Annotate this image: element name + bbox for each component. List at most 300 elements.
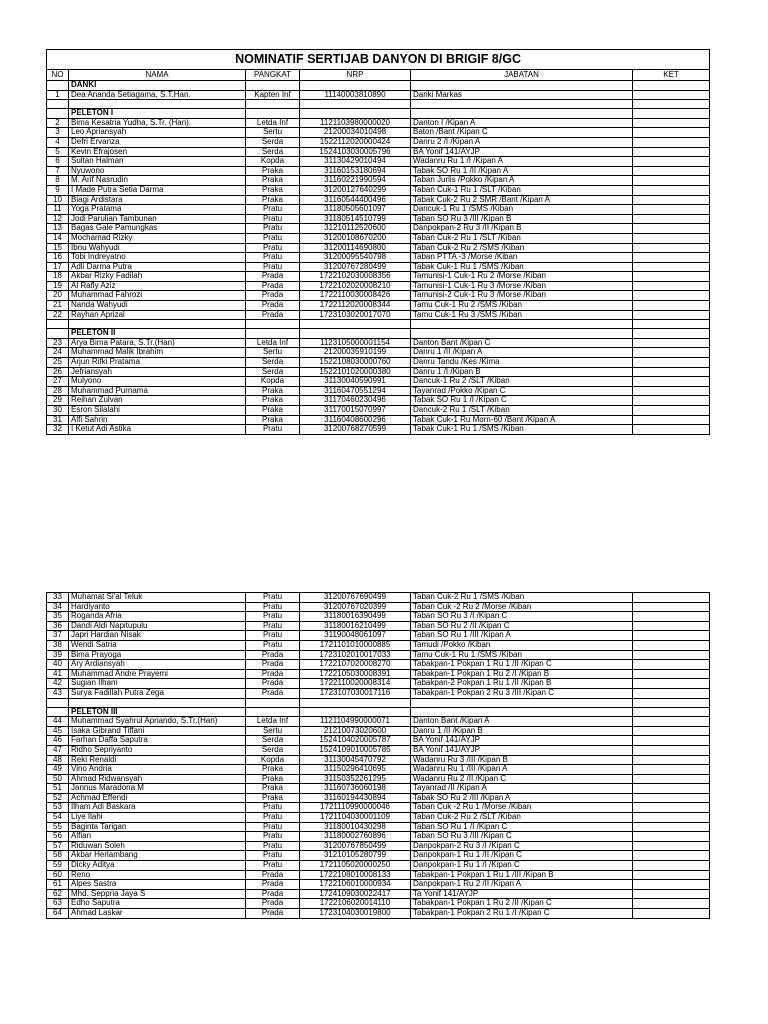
cell-ket [633, 679, 710, 689]
cell-jabatan: BA Yonif 141/AYJP [411, 745, 633, 755]
cell-nama: Sultan Halman [69, 157, 246, 167]
cell-no: 58 [47, 851, 69, 861]
cell-jabatan: Danru Tandu /Kes /Kima [411, 358, 633, 368]
cell-ket [633, 291, 710, 301]
cell-jabatan: Taban Jurlis /Pokko /Kipan A [411, 176, 633, 186]
cell-pangkat: Pratu [246, 813, 300, 823]
empty-cell [47, 81, 69, 91]
cell-nama: Jannus Maradona M [69, 784, 246, 794]
cell-pangkat: Praka [246, 195, 300, 205]
cell-jabatan: Dancuk-1 Ru 1 /SMS /Kiban [411, 205, 633, 215]
cell-pangkat: Serda [246, 745, 300, 755]
section-row [47, 109, 710, 119]
cell-jabatan: Taban SO Ru 1 /I /Kipan C [411, 822, 633, 832]
empty-cell [246, 698, 300, 707]
cell-pangkat: Prada [246, 660, 300, 670]
table-row [47, 621, 710, 631]
cell-jabatan: Danru 1 /II /Kipan B [411, 726, 633, 736]
cell-pangkat: Serda [246, 367, 300, 377]
cell-pangkat: Serda [246, 358, 300, 368]
table-row [47, 774, 710, 784]
cell-nrp: 31180002760896 [300, 832, 411, 842]
cell-pangkat: Praka [246, 396, 300, 406]
table-row [47, 861, 710, 871]
cell-ket [633, 195, 710, 205]
cell-no: 47 [47, 745, 69, 755]
empty-cell [69, 320, 246, 329]
cell-nrp: 1522108030000760 [300, 358, 411, 368]
cell-nama: Muhamat Si'al Teluk [69, 593, 246, 603]
cell-nrp: 1723107030017116 [300, 688, 411, 698]
cell-jabatan: Taban Cuk-2 Ru 2 /SMS /Kiban [411, 243, 633, 253]
cell-nama: Kevin Efrajosen [69, 147, 246, 157]
cell-ket [633, 90, 710, 100]
cell-nrp: 1121104990000071 [300, 717, 411, 727]
table-row [47, 602, 710, 612]
cell-no: 2 [47, 118, 69, 128]
header-jabatan: JABATAN [411, 70, 633, 81]
cell-no: 29 [47, 396, 69, 406]
cell-ket [633, 358, 710, 368]
cell-no: 34 [47, 602, 69, 612]
cell-no: 59 [47, 861, 69, 871]
empty-cell [633, 100, 710, 109]
cell-nrp: 11140003810890 [300, 90, 411, 100]
cell-no: 46 [47, 736, 69, 746]
empty-cell [69, 100, 246, 109]
cell-no: 43 [47, 688, 69, 698]
cell-ket [633, 784, 710, 794]
cell-ket [633, 338, 710, 348]
cell-nama: Reno [69, 870, 246, 880]
cell-pangkat: Pratu [246, 621, 300, 631]
document-title: NOMINATIF SERTIJAB DANYON DI BRIGIF 8/GC [47, 50, 710, 70]
empty-cell [633, 320, 710, 329]
cell-nrp: 31200767020399 [300, 602, 411, 612]
cell-ket [633, 176, 710, 186]
table-row [47, 195, 710, 205]
cell-pangkat: Serda [246, 736, 300, 746]
table-row [47, 128, 710, 138]
table-row [47, 224, 710, 234]
cell-no: 42 [47, 679, 69, 689]
empty-cell [246, 109, 300, 119]
cell-no: 10 [47, 195, 69, 205]
cell-nama: Alfi Sahrin [69, 415, 246, 425]
table-row [47, 377, 710, 387]
table-row [47, 281, 710, 291]
table-row [47, 272, 710, 282]
cell-nama: Reihan Zulvan [69, 396, 246, 406]
cell-nama: Akbar Rizky Fadilah [69, 272, 246, 282]
cell-nrp: 31200767280499 [300, 262, 411, 272]
cell-nrp: 1721101010000885 [300, 640, 411, 650]
cell-no: 51 [47, 784, 69, 794]
table-row [47, 909, 710, 919]
cell-nama: Yoga Pratama [69, 205, 246, 215]
cell-nrp: 1121103980000020 [300, 118, 411, 128]
cell-no: 37 [47, 631, 69, 641]
section-label: PELETON III [69, 707, 246, 717]
cell-nrp: 1722102020008210 [300, 281, 411, 291]
cell-ket [633, 841, 710, 851]
cell-jabatan: Danpokpan-1 Ru 1 /I /Kipan C [411, 861, 633, 871]
empty-cell [47, 100, 69, 109]
table-row [47, 650, 710, 660]
table-row [47, 406, 710, 416]
empty-cell [633, 81, 710, 91]
cell-nrp: 31130040590991 [300, 377, 411, 387]
table-row [47, 396, 710, 406]
cell-pangkat: Praka [246, 793, 300, 803]
cell-jabatan: Taban SO Ru 3 /III /Kipan B [411, 214, 633, 224]
cell-ket [633, 310, 710, 320]
cell-no: 26 [47, 367, 69, 377]
cell-nrp: 1524109010005785 [300, 745, 411, 755]
cell-pangkat: Pratu [246, 233, 300, 243]
cell-nama: Alpes Sastra [69, 880, 246, 890]
cell-nama: Hardiyanto [69, 602, 246, 612]
cell-no: 11 [47, 205, 69, 215]
cell-nrp: 31160408600296 [300, 415, 411, 425]
cell-jabatan: Tamunisi-1 Cuk-1 Ru 3 /Morse /Kiban [411, 281, 633, 291]
cell-ket [633, 348, 710, 358]
cell-no: 22 [47, 310, 69, 320]
cell-no: 57 [47, 841, 69, 851]
table-row [47, 832, 710, 842]
cell-no: 61 [47, 880, 69, 890]
cell-nama: Leo Apriansyah [69, 128, 246, 138]
cell-jabatan: Wadanru Ru 1 /III /Kipan A [411, 765, 633, 775]
empty-cell [300, 109, 411, 119]
cell-pangkat: Pratu [246, 841, 300, 851]
table-row [47, 157, 710, 167]
cell-no: 32 [47, 425, 69, 435]
cell-nama: Farhan Daffa Saputra [69, 736, 246, 746]
cell-nrp: 31160736060198 [300, 784, 411, 794]
cell-nama: Ahmad Ridwansyah [69, 774, 246, 784]
cell-ket [633, 137, 710, 147]
table-row [47, 717, 710, 727]
cell-nrp: 1522112020000424 [300, 137, 411, 147]
cell-pangkat: Praka [246, 765, 300, 775]
cell-no: 38 [47, 640, 69, 650]
cell-nama: Riduwan Soleh [69, 841, 246, 851]
cell-jabatan: Taban Cuk -2 Ru 1 /Morse /Kiban [411, 803, 633, 813]
cell-jabatan: Danton Bant /Kipan A [411, 717, 633, 727]
cell-pangkat: Pratu [246, 224, 300, 234]
cell-nrp: 1722110020008314 [300, 679, 411, 689]
cell-pangkat: Pratu [246, 593, 300, 603]
cell-no: 36 [47, 621, 69, 631]
cell-ket [633, 832, 710, 842]
cell-ket [633, 861, 710, 871]
cell-nama: Vino Andria [69, 765, 246, 775]
empty-cell [300, 698, 411, 707]
cell-nama: Mhd. Seppria Jaya S [69, 889, 246, 899]
cell-jabatan: Tabakpan-2 Pokpan 1 Ru 1 /II /Kipan B [411, 679, 633, 689]
empty-cell [633, 698, 710, 707]
cell-jabatan: Tabak SO Ru 1 /II /Kipan A [411, 166, 633, 176]
cell-no: 17 [47, 262, 69, 272]
cell-nama: I Ketut Adi Astika [69, 425, 246, 435]
cell-ket [633, 880, 710, 890]
cell-nrp: 1524104020005787 [300, 736, 411, 746]
cell-jabatan: Taban Cuk-2 Ru 1 /SLT /Kiban [411, 233, 633, 243]
cell-no: 24 [47, 348, 69, 358]
cell-jabatan: Taban SO Ru 2 /II /Kipan C [411, 621, 633, 631]
cell-ket [633, 660, 710, 670]
cell-nama: Muhammad Syahrul Apriando, S.Tr.(Han) [69, 717, 246, 727]
section-label: DANKI [69, 81, 246, 91]
cell-nama: Isaka Gibrand Tiffani [69, 726, 246, 736]
cell-no: 9 [47, 185, 69, 195]
cell-ket [633, 224, 710, 234]
table-row [47, 688, 710, 698]
table-row [47, 415, 710, 425]
empty-cell [47, 698, 69, 707]
cell-pangkat: Prada [246, 909, 300, 919]
cell-nrp: 1522101020000380 [300, 367, 411, 377]
cell-ket [633, 157, 710, 167]
cell-nama: Rayhan Aprizal [69, 310, 246, 320]
cell-ket [633, 621, 710, 631]
cell-nrp: 31210112520600 [300, 224, 411, 234]
cell-nama: Muhammad Malik Ibrahim [69, 348, 246, 358]
cell-jabatan: Taban PTTA -3 /Morse /Kiban [411, 253, 633, 263]
table-row [47, 822, 710, 832]
cell-jabatan: Dancuk-1 Ru 2 /SLT /Kiban [411, 377, 633, 387]
cell-pangkat: Prada [246, 291, 300, 301]
empty-cell [47, 109, 69, 119]
table-row [47, 755, 710, 765]
cell-ket [633, 870, 710, 880]
cell-ket [633, 822, 710, 832]
cell-nrp: 1722112020008344 [300, 301, 411, 311]
cell-ket [633, 612, 710, 622]
cell-nama: Arya Bima Patara, S.Tr.(Han) [69, 338, 246, 348]
cell-jabatan: Wadanru Ru 1 /I /Kipan A [411, 157, 633, 167]
cell-pangkat: Serda [246, 147, 300, 157]
cell-ket [633, 803, 710, 813]
table-row [47, 243, 710, 253]
cell-ket [633, 909, 710, 919]
table-row [47, 851, 710, 861]
cell-jabatan: Taban SO Ru 3 /III /Kipan C [411, 832, 633, 842]
cell-nrp: 31130045470792 [300, 755, 411, 765]
cell-jabatan: Tabak Cuk-1 Ru 1 /SMS /Kiban [411, 425, 633, 435]
cell-jabatan: Tayanrad /Pokko /Kipan C [411, 386, 633, 396]
cell-nama: Mulyono [69, 377, 246, 387]
table-row [47, 386, 710, 396]
empty-cell [411, 707, 633, 717]
cell-nama: Ridho Sepriyanto [69, 745, 246, 755]
cell-jabatan: Tamu Cuk-1 Ru 2 /SMS /Kiban [411, 301, 633, 311]
cell-nrp: 21200034010498 [300, 128, 411, 138]
cell-ket [633, 899, 710, 909]
cell-no: 1 [47, 90, 69, 100]
cell-no: 19 [47, 281, 69, 291]
cell-nrp: 1724109030022417 [300, 889, 411, 899]
cell-nama: Surya Fadillah Putra Zega [69, 688, 246, 698]
empty-cell [633, 109, 710, 119]
cell-pangkat: Prada [246, 688, 300, 698]
cell-pangkat: Prada [246, 310, 300, 320]
table-row [47, 803, 710, 813]
roster-table-page-2 [46, 592, 710, 919]
cell-nama: Jodi Parulian Tambunan [69, 214, 246, 224]
cell-no: 45 [47, 726, 69, 736]
cell-jabatan: Tabakpan-1 Pokpan 1 Ru 2 /II /Kipan C [411, 899, 633, 909]
empty-cell [633, 707, 710, 717]
cell-ket [633, 415, 710, 425]
cell-jabatan: Taban SO Ru 3 /I /Kipan C [411, 612, 633, 622]
table-row [47, 348, 710, 358]
cell-pangkat: Serda [246, 137, 300, 147]
cell-jabatan: Taban Cuk-1 Ru 1 /SLT /Kiban [411, 185, 633, 195]
cell-nrp: 1723104030019800 [300, 909, 411, 919]
header-nrp: NRP [300, 70, 411, 81]
cell-ket [633, 736, 710, 746]
cell-no: 7 [47, 166, 69, 176]
cell-nama: Adli Darma Putra [69, 262, 246, 272]
cell-no: 4 [47, 137, 69, 147]
cell-ket [633, 425, 710, 435]
header-no: NO [47, 70, 69, 81]
cell-nrp: 31160544400496 [300, 195, 411, 205]
cell-nama: Liye Ilahi [69, 813, 246, 823]
table-row [47, 660, 710, 670]
cell-jabatan: Danton Bant /Kipan C [411, 338, 633, 348]
header-nama: NAMA [69, 70, 246, 81]
cell-jabatan: Tabak Cuk-1 Ru Morn-60 /Bant /Kipan A [411, 415, 633, 425]
cell-pangkat: Praka [246, 185, 300, 195]
cell-no: 18 [47, 272, 69, 282]
cell-jabatan: Taban Cuk-2 Ru 2 /SLT /Kiban [411, 813, 633, 823]
cell-nama: Roganda Afria [69, 612, 246, 622]
cell-pangkat: Letda Inf [246, 118, 300, 128]
cell-ket [633, 253, 710, 263]
cell-nrp: 31160221990594 [300, 176, 411, 186]
cell-jabatan: Tamunisi-2 Cuk-1 Ru 3 /Morse /Kiban [411, 291, 633, 301]
section-row [47, 707, 710, 717]
cell-jabatan: Tabakpan-1 Pokpan 1 Ru 1 /II /Kipan C [411, 660, 633, 670]
cell-no: 6 [47, 157, 69, 167]
cell-jabatan: Tabak Cuk-2 Ru 2 SMR /Bant /Kipan A [411, 195, 633, 205]
table-row [47, 205, 710, 215]
cell-jabatan: Danpokpan-1 Ru 2 /II /Kipan A [411, 880, 633, 890]
cell-pangkat: Kopda [246, 755, 300, 765]
cell-nrp: 31130429010494 [300, 157, 411, 167]
cell-pangkat: Pratu [246, 803, 300, 813]
table-row [47, 118, 710, 128]
cell-ket [633, 650, 710, 660]
cell-nrp: 21210073020600 [300, 726, 411, 736]
empty-cell [633, 329, 710, 339]
empty-cell [411, 329, 633, 339]
cell-no: 14 [47, 233, 69, 243]
cell-nrp: 31200114690800 [300, 243, 411, 253]
cell-jabatan: Taban Cuk-2 Ru 1 /SMS /Kiban [411, 593, 633, 603]
empty-cell [411, 81, 633, 91]
table-row [47, 253, 710, 263]
cell-pangkat: Pratu [246, 425, 300, 435]
cell-no: 23 [47, 338, 69, 348]
cell-nama: Japri Hardian Nisak [69, 631, 246, 641]
empty-cell [300, 329, 411, 339]
cell-nama: Ilham Adi Baskara [69, 803, 246, 813]
cell-nrp: 31180016210499 [300, 621, 411, 631]
cell-pangkat: Kopda [246, 377, 300, 387]
cell-ket [633, 631, 710, 641]
cell-no: 39 [47, 650, 69, 660]
table-row [47, 166, 710, 176]
cell-nama: Esron Silalahi [69, 406, 246, 416]
cell-jabatan: Danpokpan-2 Ru 3 /I /Kipan C [411, 841, 633, 851]
cell-no: 44 [47, 717, 69, 727]
cell-pangkat: Praka [246, 774, 300, 784]
cell-no: 55 [47, 822, 69, 832]
cell-jabatan: Tabak SO Ru 2 /III /Kipan A [411, 793, 633, 803]
cell-nama: Sugian Ilham [69, 679, 246, 689]
cell-pangkat: Prada [246, 870, 300, 880]
cell-no: 41 [47, 669, 69, 679]
cell-jabatan: Tabakpan-1 Pokpan 1 Ru 1 /III /Kipan B [411, 870, 633, 880]
cell-ket [633, 813, 710, 823]
table-row [47, 262, 710, 272]
cell-pangkat: Prada [246, 899, 300, 909]
cell-no: 31 [47, 415, 69, 425]
cell-nama: Bima Prayoga [69, 650, 246, 660]
table-row [47, 338, 710, 348]
table-row [47, 631, 710, 641]
cell-ket [633, 281, 710, 291]
cell-ket [633, 128, 710, 138]
cell-nama: Dea Ananda Setiagama, S.T.Han. [69, 90, 246, 100]
table-row [47, 425, 710, 435]
cell-pangkat: Praka [246, 415, 300, 425]
cell-pangkat: Kopda [246, 157, 300, 167]
cell-no: 52 [47, 793, 69, 803]
cell-nama: Biagi Ardistara [69, 195, 246, 205]
cell-jabatan: Dancuk-2 Ru 1 /SLT /Kiban [411, 406, 633, 416]
cell-nrp: 31150296410695 [300, 765, 411, 775]
cell-no: 13 [47, 224, 69, 234]
header-pangkat: PANGKAT [246, 70, 300, 81]
cell-pangkat: Letda Inf [246, 338, 300, 348]
table-row [47, 301, 710, 311]
cell-jabatan: Taban Cuk -2 Ru 2 /Morse /Kiban [411, 602, 633, 612]
cell-nama: Akbar Herlambang [69, 851, 246, 861]
cell-pangkat: Pratu [246, 612, 300, 622]
cell-ket [633, 377, 710, 387]
cell-nrp: 31200095540798 [300, 253, 411, 263]
cell-pangkat: Pratu [246, 631, 300, 641]
cell-jabatan: Danpokpan-2 Ru 3 /II /Kipan B [411, 224, 633, 234]
cell-pangkat: Pratu [246, 253, 300, 263]
roster-table-page-1 [46, 49, 710, 435]
cell-nrp: 31170460230496 [300, 396, 411, 406]
cell-nama: Bagas Gale Pamungkas [69, 224, 246, 234]
cell-ket [633, 214, 710, 224]
table-row [47, 233, 710, 243]
table-row [47, 90, 710, 100]
cell-jabatan: Danru 1 /I /Kipan B [411, 367, 633, 377]
cell-ket [633, 262, 710, 272]
empty-cell [300, 81, 411, 91]
cell-nama: Ahmad Laskar [69, 909, 246, 919]
cell-jabatan: Wadanru Ru 2 /II /Kipan C [411, 774, 633, 784]
